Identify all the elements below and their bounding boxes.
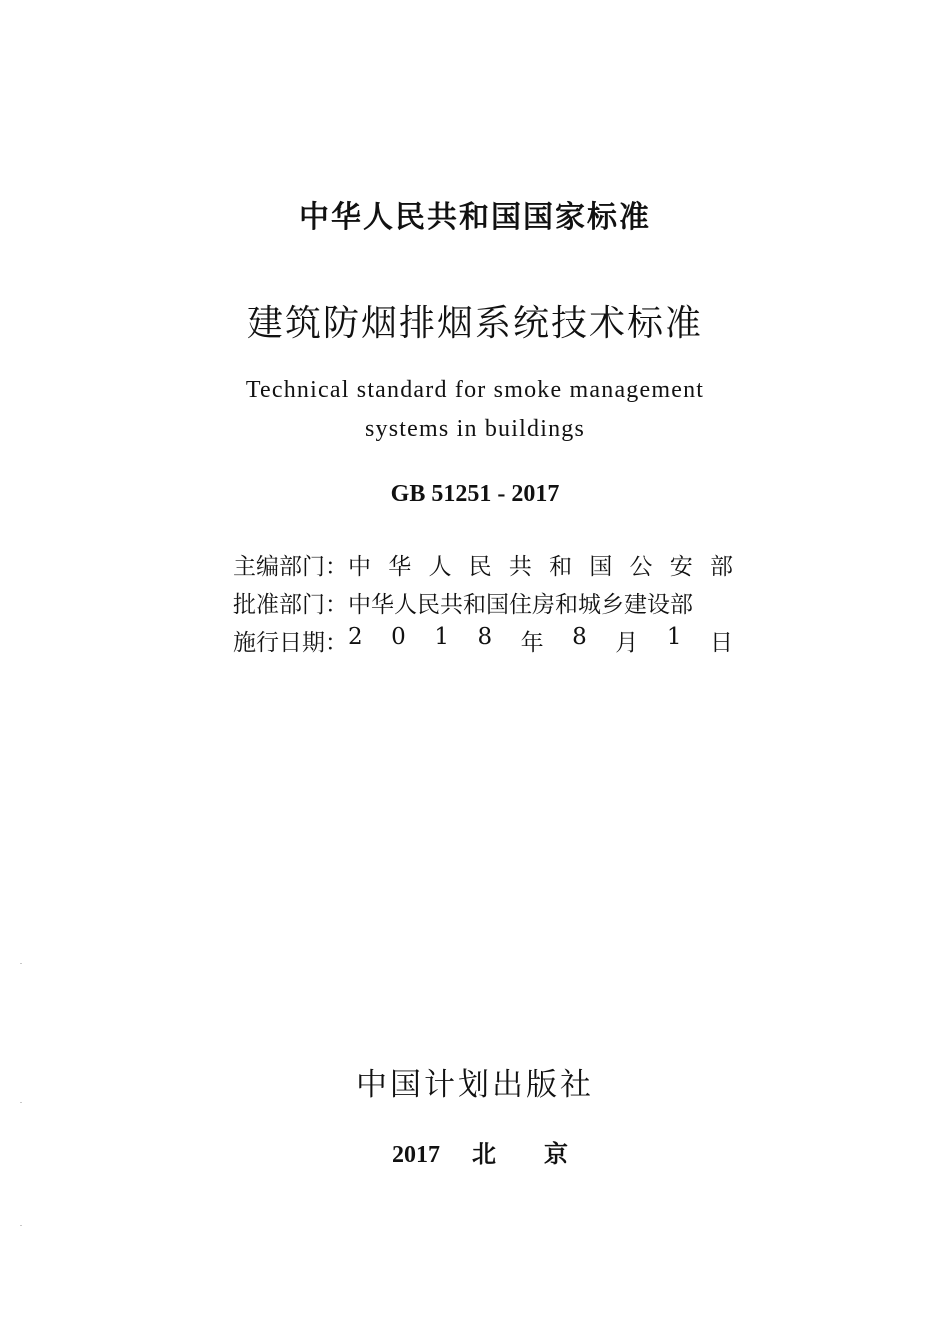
approval-department-label: 批准部门： — [233, 591, 348, 618]
date-char: 0 — [391, 623, 406, 650]
editor-char: 和 — [549, 553, 573, 580]
date-char: 2 — [348, 623, 363, 650]
effective-date-label: 施行日期： — [233, 629, 348, 656]
document-title-chinese: 建筑防烟排烟系统技术标准 — [246, 303, 703, 344]
approval-department-row — [233, 586, 733, 618]
editor-department-row — [233, 548, 733, 580]
scan-speck — [20, 963, 22, 964]
date-char: 1 — [666, 623, 682, 650]
publication-year: 2017 — [392, 1142, 440, 1168]
editor-char: 中 — [348, 553, 371, 580]
editor-department-label: 主编部门： — [233, 553, 348, 580]
editor-char: 部 — [709, 553, 733, 580]
effective-date-row — [233, 624, 733, 656]
scan-speck — [20, 1102, 22, 1103]
date-char: 月 — [615, 629, 639, 656]
editor-char: 人 — [428, 553, 452, 580]
editor-char: 共 — [508, 553, 532, 580]
publisher-name: 中国计划出版社 — [356, 1067, 594, 1103]
editor-char: 民 — [468, 553, 492, 580]
date-char: 8 — [477, 623, 493, 650]
editor-char: 国 — [589, 553, 613, 580]
editor-char: 华 — [388, 553, 412, 580]
scan-speck — [20, 1225, 22, 1226]
editor-char: 安 — [669, 553, 693, 580]
publication-city: 北京 — [472, 1140, 616, 1168]
date-char: 1 — [434, 623, 449, 650]
date-char: 8 — [572, 623, 587, 650]
document-title-english-line-2: systems in buildings — [364, 416, 586, 442]
date-char: 日 — [709, 629, 733, 656]
editor-department-value — [348, 548, 733, 581]
national-standard-heading: 中华人民共和国国家标准 — [299, 200, 651, 235]
approval-department-value: 中华人民共和国住房和城乡建设部 — [348, 591, 693, 618]
effective-date-value — [348, 624, 733, 657]
standard-code: GB 51251 - 2017 — [390, 481, 560, 507]
publication-line — [392, 1134, 616, 1169]
document-title-english-line-1: Technical standard for smoke management — [245, 377, 705, 403]
date-char: 年 — [520, 629, 544, 656]
editor-char: 公 — [629, 553, 653, 580]
